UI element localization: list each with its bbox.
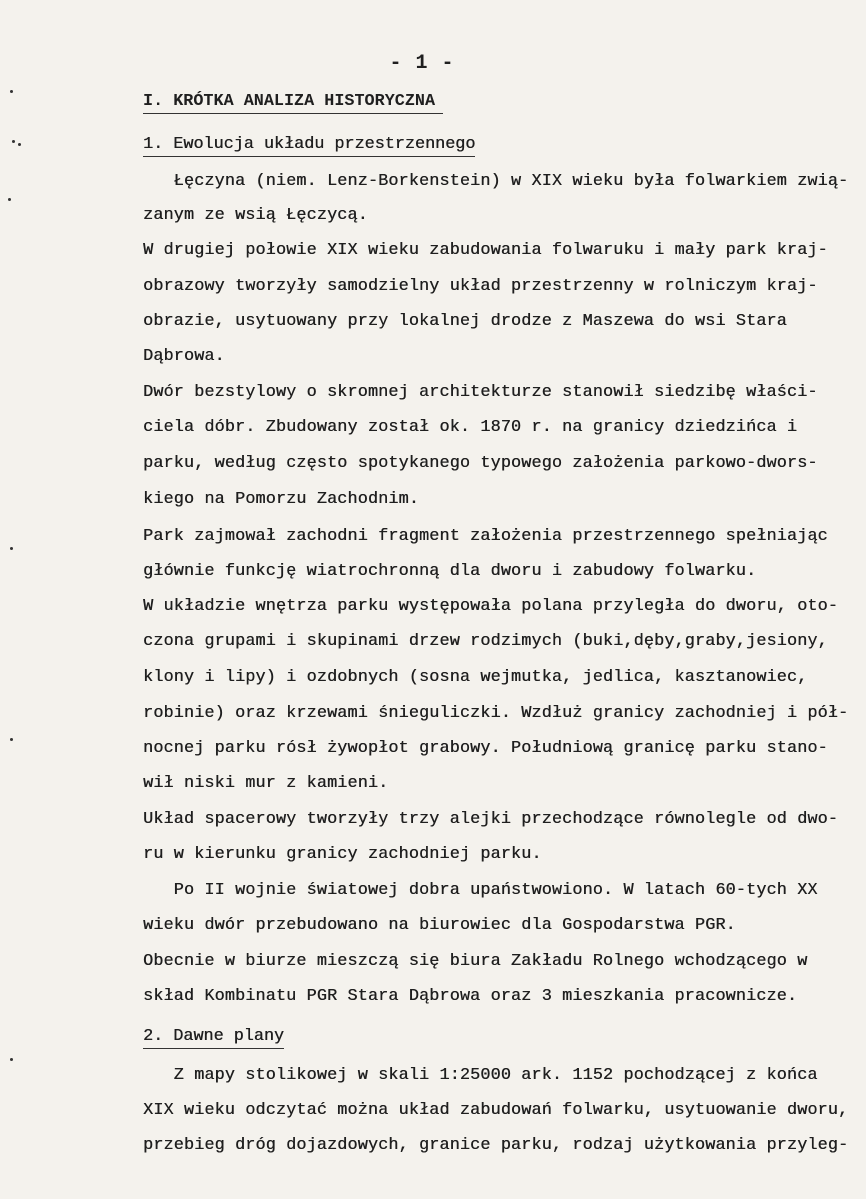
text-line: obrazowy tworzyły samodzielny układ przestrzenny w rolniczym kraj- xyxy=(143,277,818,296)
text-line: ciela dóbr. Zbudowany został ok. 1870 r. na granicy dziedzińca i xyxy=(143,418,798,437)
text-line: czona grupami i skupinami drzew rodzimych (buki,dęby,graby,jesiony, xyxy=(143,632,828,651)
text-line: skład Kombinatu PGR Stara Dąbrowa oraz 3 mieszkania pracownicze. xyxy=(143,987,798,1006)
text-line: nocnej parku rósł żywopłot grabowy. Południową granicę parku stano- xyxy=(143,739,828,758)
text-line: wił niski mur z kamieni. xyxy=(143,774,389,793)
section-2-title: 2. Dawne plany xyxy=(143,1027,284,1049)
page-number: - 1 - xyxy=(389,52,455,75)
margin-mark xyxy=(10,90,13,93)
text-line: zanym ze wsią Łęczycą. xyxy=(143,206,368,225)
text-line: przebieg dróg dojazdowych, granice parku, rodzaj użytkowania przyleg- xyxy=(143,1136,849,1155)
chapter-title: I. KRÓTKA ANALIZA HISTORYCZNA xyxy=(143,92,443,114)
text-line: obrazie, usytuowany przy lokalnej drodze z Maszewa do wsi Stara xyxy=(143,312,787,331)
text-line: Dąbrowa. xyxy=(143,347,225,366)
text-line: klony i lipy) i ozdobnych (sosna wejmutka, jedlica, kasztanowiec, xyxy=(143,668,808,687)
margin-mark xyxy=(12,140,15,143)
text-line: kiego na Pomorzu Zachodnim. xyxy=(143,490,419,509)
text-line: robinie) oraz krzewami śnieguliczki. Wzdłuż granicy zachodniej i pół- xyxy=(143,704,849,723)
section-1-title: 1. Ewolucja układu przestrzennego xyxy=(143,135,475,157)
margin-mark xyxy=(10,547,13,550)
margin-mark xyxy=(10,738,13,741)
margin-mark xyxy=(8,198,11,201)
text-line: Park zajmował zachodni fragment założenia przestrzennego spełniając xyxy=(143,527,828,546)
text-line: Po II wojnie światowej dobra upaństwowiono. W latach 60-tych XX xyxy=(143,881,818,900)
text-line: Obecnie w biurze mieszczą się biura Zakładu Rolnego wchodzącego w xyxy=(143,952,808,971)
text-line: Łęczyna (niem. Lenz-Borkenstein) w XIX wieku była folwarkiem zwią- xyxy=(143,172,849,191)
text-line: parku, według często spotykanego typowego założenia parkowo-dwors- xyxy=(143,454,818,473)
text-line: wieku dwór przebudowano na biurowiec dla Gospodarstwa PGR. xyxy=(143,916,736,935)
text-line: W układzie wnętrza parku występowała polana przyległa do dworu, oto- xyxy=(143,597,838,616)
text-line: ru w kierunku granicy zachodniej parku. xyxy=(143,845,542,864)
text-line: Dwór bezstylowy o skromnej architekturze stanowił siedzibę właści- xyxy=(143,383,818,402)
text-line: głównie funkcję wiatrochronną dla dworu i zabudowy folwarku. xyxy=(143,562,757,581)
text-line: XIX wieku odczytać można układ zabudowań folwarku, usytuowanie dworu, xyxy=(143,1101,849,1120)
text-line: Układ spacerowy tworzyły trzy alejki przechodzące równolegle od dwo- xyxy=(143,810,838,829)
margin-mark xyxy=(18,143,21,146)
text-line: W drugiej połowie XIX wieku zabudowania folwaruku i mały park kraj- xyxy=(143,241,828,260)
text-line: Z mapy stolikowej w skali 1:25000 ark. 1152 pochodzącej z końca xyxy=(143,1066,818,1085)
margin-mark xyxy=(10,1058,13,1061)
